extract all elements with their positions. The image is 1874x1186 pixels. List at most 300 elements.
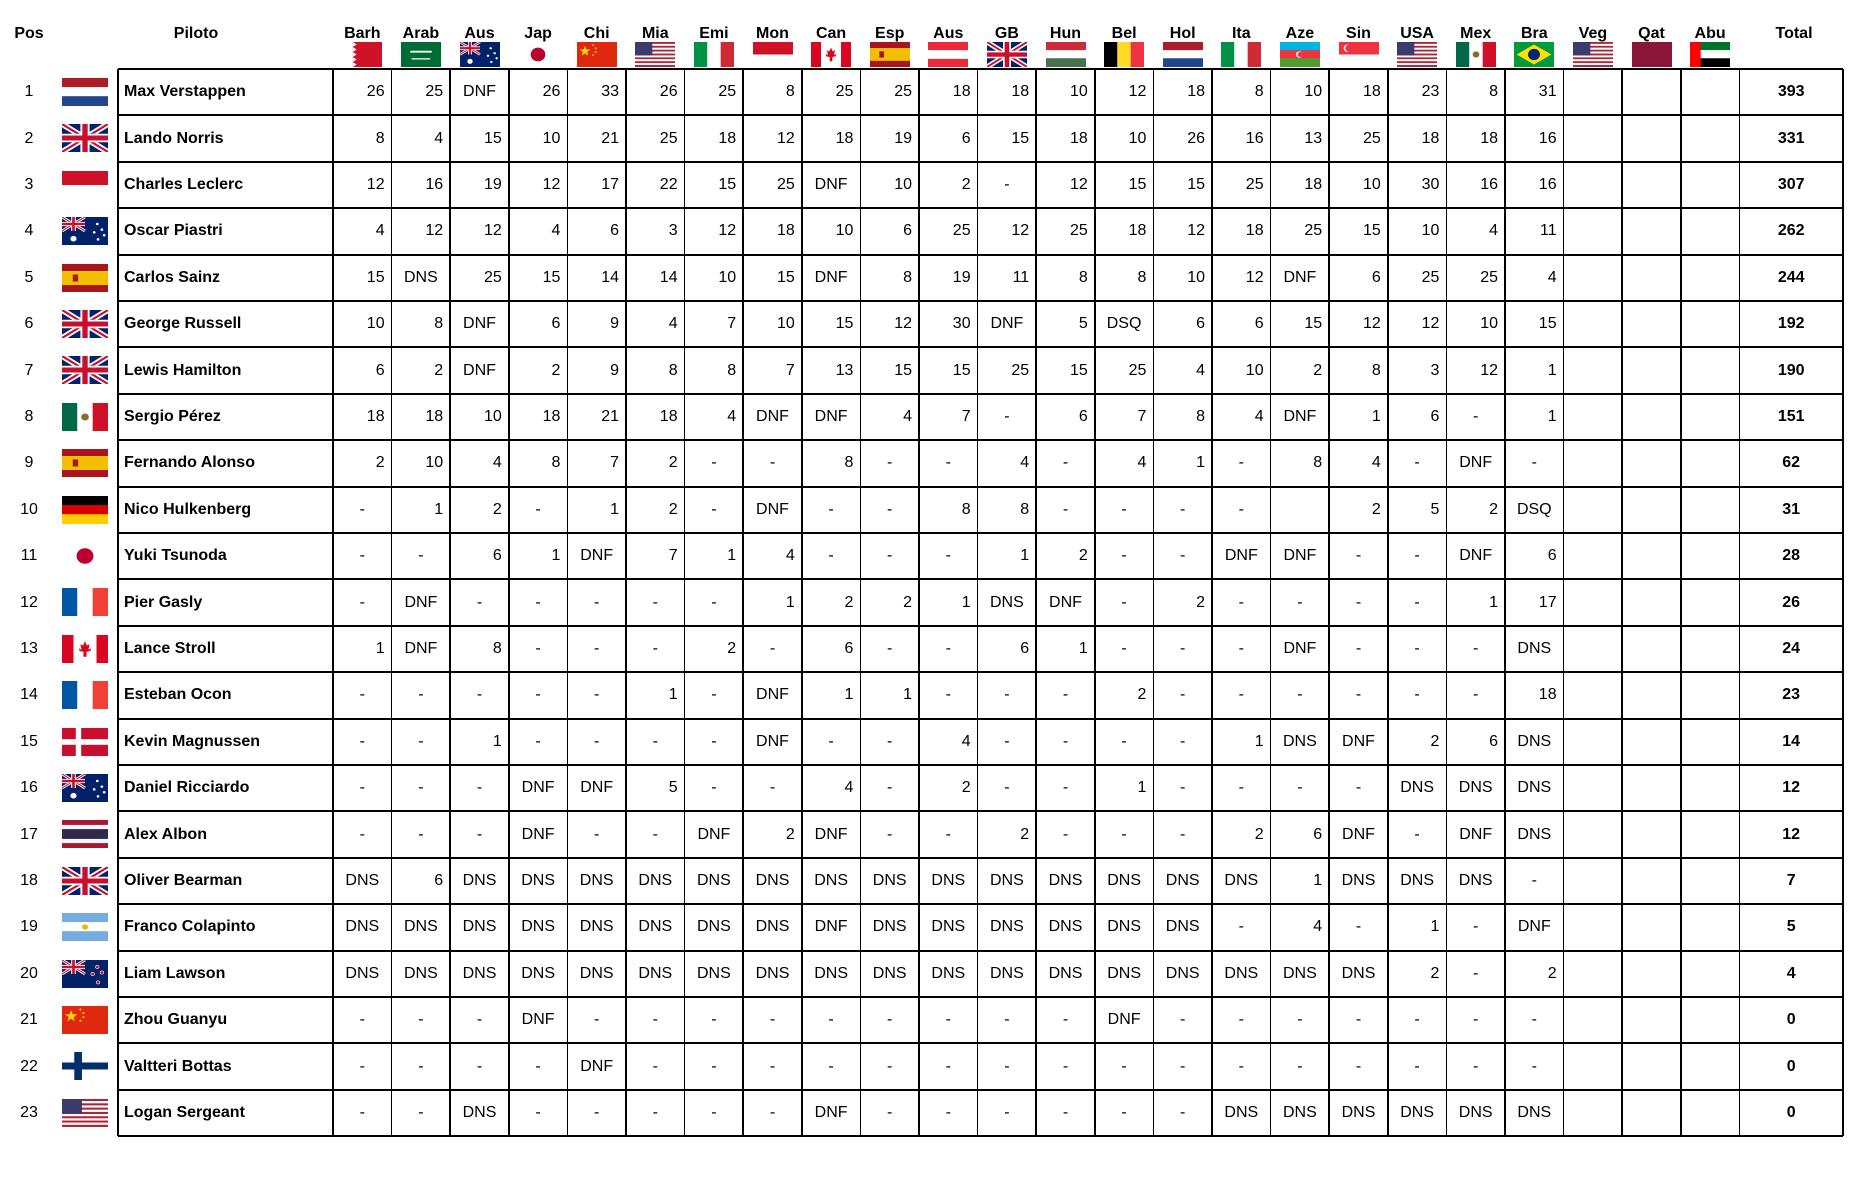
race-result: 4 bbox=[1489, 222, 1498, 240]
usa-flag-icon bbox=[1573, 42, 1613, 67]
grid-line bbox=[801, 69, 803, 1136]
race-result: 2 bbox=[1371, 500, 1381, 518]
driver-name: Liam Lawson bbox=[124, 964, 226, 982]
race-result: 7 bbox=[610, 454, 619, 472]
canada-flag-icon bbox=[811, 42, 851, 67]
race-result: - bbox=[418, 825, 424, 843]
race-result: - bbox=[652, 593, 658, 611]
race-result: 10 bbox=[1069, 83, 1088, 101]
race-result: 2 bbox=[551, 361, 561, 379]
grid-line bbox=[860, 69, 862, 1136]
grid-line bbox=[1621, 69, 1623, 1136]
race-result: DNS bbox=[755, 918, 790, 936]
race-result: 6 bbox=[610, 222, 619, 240]
race-result: 1 bbox=[1020, 547, 1030, 565]
australia-flag-icon bbox=[62, 217, 108, 245]
grid-line bbox=[118, 68, 1843, 71]
race-result: DNF bbox=[1224, 547, 1258, 565]
race-result: - bbox=[711, 779, 717, 797]
race-result: - bbox=[594, 686, 600, 704]
monaco-flag-icon bbox=[753, 42, 793, 67]
total-points: 393 bbox=[1777, 83, 1805, 101]
race-result: - bbox=[418, 686, 424, 704]
race-result: - bbox=[594, 1104, 600, 1121]
race-result: DNS bbox=[1224, 964, 1259, 982]
race-result: 4 bbox=[844, 779, 854, 797]
race-result: DNF bbox=[1049, 593, 1082, 611]
race-result: - bbox=[652, 732, 658, 750]
race-result: DNF bbox=[756, 686, 789, 704]
race-result: DNF bbox=[463, 83, 496, 101]
race-result: 25 bbox=[659, 129, 678, 147]
race-result: 2 bbox=[727, 640, 737, 657]
race-result: 8 bbox=[727, 361, 737, 379]
driver-name: Max Verstappen bbox=[124, 83, 246, 101]
race-result: DNS bbox=[931, 918, 966, 936]
total-points: 5 bbox=[1786, 918, 1796, 936]
race-result: 8 bbox=[1254, 83, 1264, 101]
race-result: - bbox=[476, 1057, 483, 1075]
race-result: 18 bbox=[1538, 686, 1557, 704]
race-result: DNS bbox=[697, 918, 731, 936]
race-result: 12 bbox=[776, 129, 795, 147]
race-result: DNS bbox=[931, 872, 966, 889]
race-result: 8 bbox=[844, 454, 854, 472]
race-result: - bbox=[1355, 1011, 1362, 1029]
race-result: DNF bbox=[404, 593, 438, 611]
race-result: - bbox=[1004, 779, 1010, 797]
race-result: 10 bbox=[1187, 268, 1205, 286]
grid-line bbox=[118, 486, 1843, 488]
race-header-chi: Chi bbox=[583, 25, 610, 42]
race-result: 10 bbox=[894, 176, 912, 193]
race-result: 16 bbox=[1538, 129, 1557, 147]
grid-line bbox=[118, 1135, 1843, 1138]
race-result: - bbox=[594, 825, 600, 843]
race-result: 10 bbox=[542, 129, 561, 147]
grid-line bbox=[1563, 69, 1565, 1136]
race-result: DNS bbox=[1400, 872, 1434, 889]
usa-flag-icon bbox=[62, 1099, 108, 1127]
race-result: - bbox=[1238, 640, 1244, 657]
total-points: 190 bbox=[1777, 361, 1805, 379]
race-result: - bbox=[1355, 686, 1362, 704]
grid-line bbox=[118, 207, 1843, 209]
race-result: 12 bbox=[366, 176, 385, 193]
race-result: - bbox=[945, 1104, 951, 1121]
race-result: 7 bbox=[668, 547, 678, 565]
race-result: 6 bbox=[1020, 640, 1030, 657]
race-result: - bbox=[594, 593, 600, 611]
race-result: 6 bbox=[903, 222, 912, 240]
race-result: - bbox=[359, 1011, 365, 1029]
uk-flag-icon bbox=[62, 124, 108, 152]
position-number: 18 bbox=[20, 872, 38, 889]
race-result: 22 bbox=[659, 176, 678, 193]
race-result: DNS bbox=[579, 964, 614, 982]
race-result: DNF bbox=[1342, 825, 1375, 843]
race-result: 12 bbox=[718, 222, 737, 240]
race-result: 14 bbox=[659, 268, 678, 286]
race-result: 26 bbox=[366, 83, 385, 101]
race-result: 2 bbox=[375, 454, 385, 472]
race-result: 8 bbox=[492, 640, 502, 657]
race-result: DNS bbox=[1517, 1104, 1552, 1121]
race-result: 17 bbox=[601, 176, 619, 193]
race-result: - bbox=[1414, 686, 1420, 704]
race-result: - bbox=[535, 732, 541, 750]
race-result: 18 bbox=[1187, 83, 1205, 101]
race-result: 30 bbox=[1421, 176, 1440, 193]
race-result: DNS bbox=[638, 964, 673, 982]
race-result: - bbox=[1473, 918, 1479, 936]
race-result: 6 bbox=[1196, 315, 1205, 333]
race-result: DNS bbox=[1107, 964, 1141, 982]
race-result: - bbox=[945, 547, 951, 565]
driver-name: Kevin Magnussen bbox=[124, 732, 261, 750]
italy-flag-icon bbox=[1221, 42, 1261, 67]
position-number: 2 bbox=[24, 129, 34, 147]
race-result: 15 bbox=[1069, 361, 1088, 379]
race-result: - bbox=[1121, 1104, 1127, 1121]
race-result: 1 bbox=[903, 686, 912, 704]
race-result: 11 bbox=[1012, 268, 1030, 286]
race-result: 25 bbox=[952, 222, 971, 240]
race-result: 6 bbox=[1254, 315, 1264, 333]
spain-flag-icon bbox=[62, 264, 108, 292]
race-result: - bbox=[887, 640, 893, 657]
race-result: DNS bbox=[1458, 872, 1493, 889]
race-result: 15 bbox=[776, 268, 795, 286]
race-result: - bbox=[1414, 547, 1420, 565]
race-result: - bbox=[1238, 454, 1244, 472]
driver-name: Fernando Alonso bbox=[124, 454, 255, 472]
france-flag-icon bbox=[62, 588, 108, 616]
position-number: 21 bbox=[20, 1011, 38, 1029]
race-result: - bbox=[1355, 593, 1362, 611]
race-result: 6 bbox=[1078, 408, 1088, 425]
race-result: DNS bbox=[1165, 964, 1200, 982]
race-result: 18 bbox=[1011, 83, 1030, 101]
race-result: - bbox=[1355, 918, 1362, 936]
race-result: 8 bbox=[1078, 268, 1088, 286]
race-result: 8 bbox=[961, 500, 971, 518]
race-result: DNS bbox=[872, 872, 907, 889]
position-number: 12 bbox=[20, 593, 38, 611]
race-result: 25 bbox=[1304, 222, 1323, 240]
grid-line bbox=[118, 439, 1843, 441]
driver-name: Oscar Piastri bbox=[124, 222, 223, 240]
race-result: 8 bbox=[1137, 268, 1147, 286]
race-result: - bbox=[887, 732, 893, 750]
position-number: 3 bbox=[24, 176, 34, 193]
race-result: - bbox=[1062, 732, 1069, 750]
race-result: 2 bbox=[903, 593, 912, 611]
race-header-emi: Emi bbox=[699, 25, 729, 42]
driver-name: Charles Leclerc bbox=[124, 176, 244, 193]
race-result: - bbox=[1180, 686, 1186, 704]
grid-line bbox=[118, 718, 1843, 720]
race-result: 8 bbox=[1196, 408, 1205, 425]
race-result: DNS bbox=[990, 872, 1024, 889]
race-result: - bbox=[1297, 593, 1303, 611]
position-number: 7 bbox=[24, 361, 34, 379]
race-result: 10 bbox=[483, 408, 502, 425]
race-header-aus: Aus bbox=[464, 25, 495, 42]
race-result: - bbox=[1238, 779, 1244, 797]
race-result: DNF bbox=[756, 732, 789, 750]
race-result: DNS bbox=[1283, 732, 1317, 750]
race-result: 1 bbox=[1430, 918, 1440, 936]
race-result: 6 bbox=[492, 547, 502, 565]
race-result: - bbox=[418, 779, 424, 797]
race-result: - bbox=[1062, 1104, 1069, 1121]
race-result: 2 bbox=[668, 454, 678, 472]
race-result: - bbox=[1473, 408, 1479, 425]
total-points: 7 bbox=[1786, 872, 1796, 889]
race-result: - bbox=[1355, 640, 1362, 657]
race-result: - bbox=[1180, 547, 1186, 565]
race-result: 26 bbox=[659, 83, 678, 101]
race-result: 23 bbox=[1421, 83, 1440, 101]
grid-line bbox=[1270, 69, 1272, 1136]
finland-flag-icon bbox=[62, 1052, 108, 1080]
race-result: 12 bbox=[483, 222, 502, 240]
race-result: - bbox=[476, 686, 483, 704]
race-result: - bbox=[1238, 593, 1244, 611]
race-result: 6 bbox=[1371, 268, 1381, 286]
race-result: 12 bbox=[1245, 268, 1264, 286]
race-result: 6 bbox=[961, 129, 971, 147]
driver-name: Alex Albon bbox=[124, 825, 207, 843]
race-result: DNS bbox=[638, 918, 673, 936]
race-result: 18 bbox=[1421, 129, 1440, 147]
race-result: 6 bbox=[1313, 825, 1323, 843]
race-header-gb: GB bbox=[994, 25, 1019, 42]
race-result: DNS bbox=[1517, 640, 1552, 657]
race-result: - bbox=[1004, 732, 1010, 750]
race-result: 5 bbox=[1430, 500, 1440, 518]
grid-line bbox=[118, 903, 1843, 905]
position-number: 11 bbox=[20, 547, 38, 565]
race-result: 12 bbox=[1480, 361, 1498, 379]
race-result: DNS bbox=[1165, 872, 1200, 889]
grid-line bbox=[742, 69, 744, 1136]
uk-flag-icon bbox=[62, 356, 108, 384]
race-result: DNS bbox=[521, 918, 555, 936]
race-result: DNS bbox=[697, 964, 731, 982]
race-result: 10 bbox=[1362, 176, 1381, 193]
grid-line bbox=[118, 1089, 1843, 1091]
race-result: 25 bbox=[1128, 361, 1147, 379]
race-result: 4 bbox=[1254, 408, 1264, 425]
race-header-abu: Abu bbox=[1694, 25, 1726, 42]
race-result: 15 bbox=[1011, 129, 1030, 147]
race-result: 9 bbox=[610, 315, 619, 333]
race-result: - bbox=[652, 825, 658, 843]
race-result: 3 bbox=[668, 222, 678, 240]
race-result: DNF bbox=[814, 268, 848, 286]
race-result: DNF bbox=[814, 176, 848, 193]
race-result: 18 bbox=[425, 408, 444, 425]
grid-line bbox=[1387, 69, 1389, 1136]
race-result: - bbox=[1180, 640, 1186, 657]
argentina-flag-icon bbox=[62, 913, 108, 941]
spain-flag-icon bbox=[870, 42, 910, 67]
race-result: 19 bbox=[483, 176, 502, 193]
total-points: 26 bbox=[1782, 593, 1801, 611]
race-result: - bbox=[359, 686, 365, 704]
race-result: 14 bbox=[601, 268, 619, 286]
race-result: DNF bbox=[1517, 918, 1551, 936]
header-pos: Pos bbox=[14, 25, 44, 42]
grid-line bbox=[118, 996, 1843, 998]
race-result: 8 bbox=[785, 83, 795, 101]
race-result: 16 bbox=[425, 176, 444, 193]
race-result: - bbox=[1238, 686, 1244, 704]
total-points: 28 bbox=[1782, 547, 1801, 565]
race-result: 4 bbox=[903, 408, 912, 425]
austria-flag-icon bbox=[928, 42, 968, 67]
race-result: 2 bbox=[1137, 686, 1147, 704]
race-result: 18 bbox=[1480, 129, 1498, 147]
grid-line bbox=[1153, 69, 1155, 1136]
race-result: 2 bbox=[434, 361, 444, 379]
race-result: DNS bbox=[462, 872, 497, 889]
grid-line bbox=[1680, 69, 1682, 1136]
grid-line bbox=[1094, 69, 1096, 1136]
grid-line bbox=[118, 950, 1843, 952]
race-result: DNF bbox=[1283, 268, 1317, 286]
race-result: - bbox=[476, 779, 483, 797]
position-number: 5 bbox=[24, 268, 34, 286]
race-result: 8 bbox=[375, 129, 385, 147]
race-result: 1 bbox=[961, 593, 971, 611]
race-result: 10 bbox=[776, 315, 795, 333]
race-result: 1 bbox=[1371, 408, 1381, 425]
uae-flag-icon bbox=[1690, 42, 1730, 67]
driver-name: Sergio Pérez bbox=[124, 408, 221, 425]
race-result: DNS bbox=[1048, 918, 1083, 936]
azerbaijan-flag-icon bbox=[1280, 42, 1320, 67]
race-result: DNS bbox=[1517, 732, 1552, 750]
race-result: 18 bbox=[776, 222, 795, 240]
race-result: - bbox=[359, 500, 365, 518]
race-result: 17 bbox=[1538, 593, 1557, 611]
race-result: 25 bbox=[1245, 176, 1264, 193]
race-result: 4 bbox=[1196, 361, 1205, 379]
race-result: - bbox=[1004, 176, 1010, 193]
race-result: DNS bbox=[697, 872, 731, 889]
race-result: 8 bbox=[1371, 361, 1381, 379]
race-result: - bbox=[1004, 686, 1010, 704]
race-result: 18 bbox=[718, 129, 737, 147]
race-result: - bbox=[887, 454, 893, 472]
race-result: - bbox=[1414, 1057, 1420, 1075]
race-result: 1 bbox=[1547, 361, 1557, 379]
race-result: - bbox=[476, 825, 483, 843]
race-result: 21 bbox=[601, 408, 619, 425]
driver-name: Lando Norris bbox=[124, 129, 224, 147]
race-result: 9 bbox=[610, 361, 619, 379]
race-result: DNF bbox=[580, 1057, 614, 1075]
position-number: 20 bbox=[20, 964, 38, 982]
race-result: DNS bbox=[1224, 872, 1259, 889]
race-result: - bbox=[1062, 779, 1069, 797]
race-result: 15 bbox=[952, 361, 971, 379]
position-number: 4 bbox=[24, 222, 34, 240]
grid-line bbox=[118, 578, 1843, 580]
total-points: 331 bbox=[1777, 129, 1805, 147]
race-result: - bbox=[535, 686, 541, 704]
race-result: 16 bbox=[1480, 176, 1498, 193]
race-result: - bbox=[1414, 593, 1420, 611]
total-points: 244 bbox=[1777, 268, 1805, 286]
race-result: 25 bbox=[718, 83, 737, 101]
saudi-flag-icon bbox=[401, 42, 441, 67]
japan-flag-icon bbox=[62, 542, 108, 570]
race-result: DNS bbox=[1341, 964, 1376, 982]
race-result: 6 bbox=[1547, 547, 1557, 565]
race-result: - bbox=[1414, 640, 1420, 657]
race-result: 10 bbox=[425, 454, 444, 472]
race-result: - bbox=[945, 1011, 951, 1029]
grid-line bbox=[118, 671, 1843, 673]
race-result: 2 bbox=[844, 593, 854, 611]
race-result: - bbox=[535, 1104, 541, 1121]
race-result: 2 bbox=[961, 779, 971, 797]
race-result: 6 bbox=[551, 315, 561, 333]
race-result: - bbox=[1297, 1057, 1303, 1075]
race-header-aze: Aze bbox=[1285, 25, 1315, 42]
race-result: 25 bbox=[483, 268, 502, 286]
race-result: - bbox=[1004, 1057, 1010, 1075]
usa-flag-icon bbox=[635, 42, 675, 67]
race-result: - bbox=[359, 1057, 365, 1075]
race-result: 25 bbox=[1480, 268, 1498, 286]
race-result: 5 bbox=[1078, 315, 1088, 333]
race-result: 18 bbox=[366, 408, 385, 425]
spain-flag-icon bbox=[62, 449, 108, 477]
grid-line bbox=[1446, 69, 1448, 1136]
race-result: 12 bbox=[1187, 222, 1205, 240]
race-result: - bbox=[711, 1011, 717, 1029]
race-result: - bbox=[769, 1057, 776, 1075]
race-result: DNS bbox=[404, 918, 438, 936]
race-result: 12 bbox=[542, 176, 561, 193]
race-header-hun: Hun bbox=[1049, 25, 1082, 42]
race-result: 18 bbox=[542, 408, 561, 425]
race-result: DNS bbox=[990, 593, 1024, 611]
race-result: 18 bbox=[659, 408, 678, 425]
race-result: 10 bbox=[1421, 222, 1440, 240]
race-result: 2 bbox=[1313, 361, 1323, 379]
race-result: - bbox=[945, 640, 951, 657]
race-header-hol: Hol bbox=[1169, 25, 1196, 42]
race-result: - bbox=[535, 500, 541, 518]
race-header-barh: Barh bbox=[344, 25, 381, 42]
race-header-aus: Aus bbox=[933, 25, 964, 42]
race-result: - bbox=[1062, 1057, 1069, 1075]
race-result: DNF bbox=[814, 918, 848, 936]
race-result: - bbox=[1121, 1057, 1127, 1075]
grid-line bbox=[118, 532, 1843, 534]
race-result: - bbox=[359, 593, 365, 611]
race-result: DNF bbox=[521, 1011, 555, 1029]
race-result: DNS bbox=[755, 964, 790, 982]
grid-line bbox=[118, 857, 1843, 859]
race-result: - bbox=[418, 1011, 424, 1029]
